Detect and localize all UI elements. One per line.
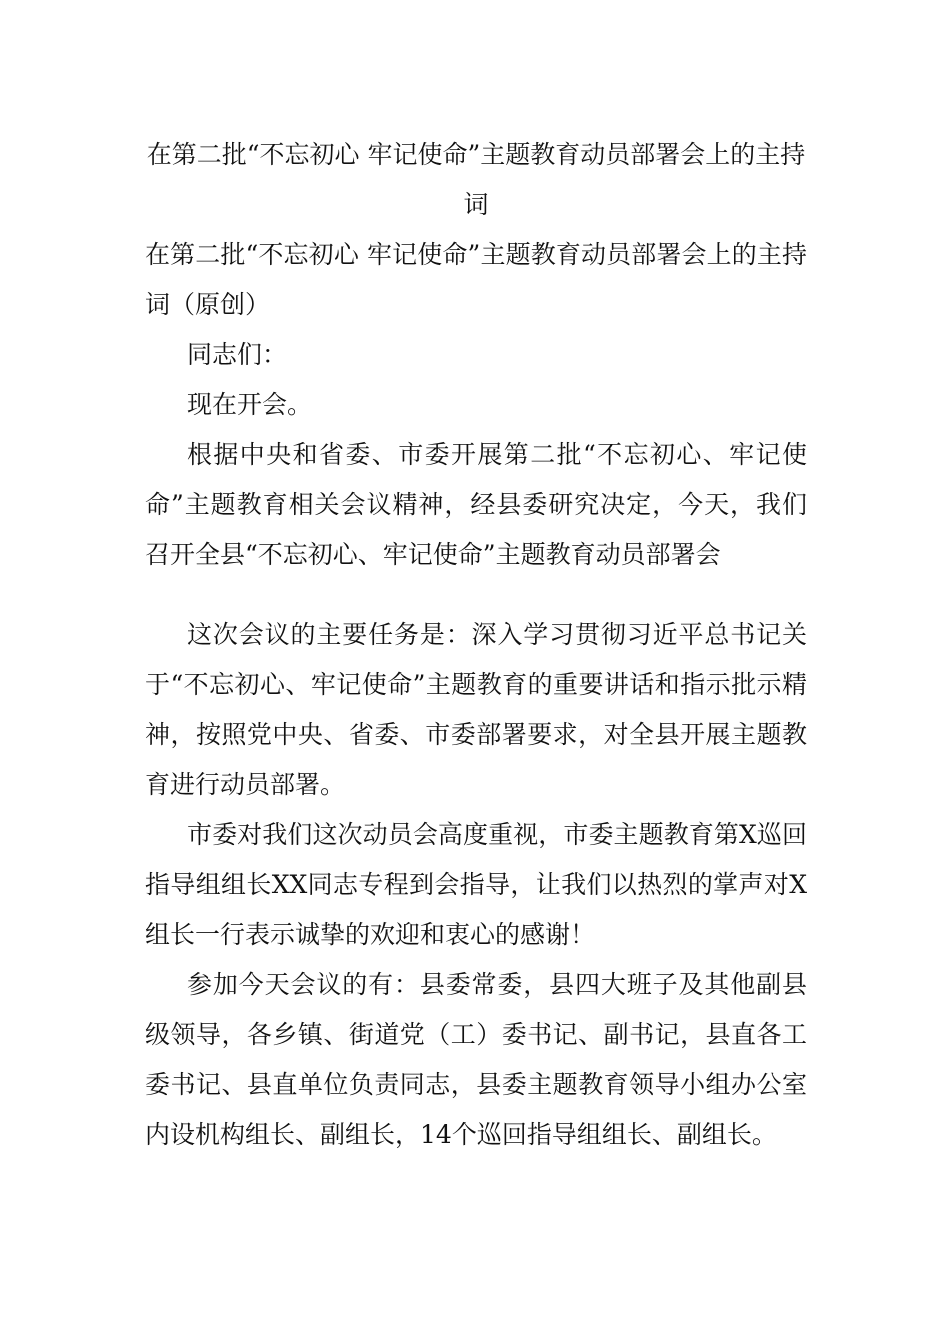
paragraph-attendees: 参加今天会议的有：县委常委，县四大班子及其他副县级领导，各乡镇、街道党（工）委书记、副书记，县直各工委书记、县直单位负责同志，县委主题教育领导小组办公室内设机构组长、副组长，14个巡回指导组组长、副组长。 xyxy=(145,970,807,1149)
paragraph-gap xyxy=(145,580,807,610)
document-subtitle: 在第二批“不忘初心 牢记使命”主题教育动员部署会上的主持词（原创） xyxy=(145,240,807,319)
paragraph-background: 根据中央和省委、市委开展第二批“不忘初心、牢记使命”主题教育相关会议精神，经县委研究决定，今天，我们召开全县“不忘初心、牢记使命”主题教育动员部署会 xyxy=(145,440,807,569)
paragraph-opening: 现在开会。 xyxy=(187,390,313,419)
document-title: 在第二批“不忘初心 牢记使命”主题教育动员部署会上的主持词 xyxy=(146,140,806,219)
paragraph-greeting: 同志们： xyxy=(187,340,288,369)
paragraph-tasks: 这次会议的主要任务是：深入学习贯彻习近平总书记关于“不忘初心、牢记使命”主题教育的重要讲话和指示批示精神，按照党中央、省委、市委部署要求，对全县开展主题教育进行动员部署。 xyxy=(145,620,807,799)
paragraph-welcome: 市委对我们这次动员会高度重视，市委主题教育第X巡回指导组组长XX同志专程到会指导，让我们以热烈的掌声对X组长一行表示诚挚的欢迎和衷心的感谢！ xyxy=(145,820,807,949)
document-page xyxy=(145,130,807,1160)
